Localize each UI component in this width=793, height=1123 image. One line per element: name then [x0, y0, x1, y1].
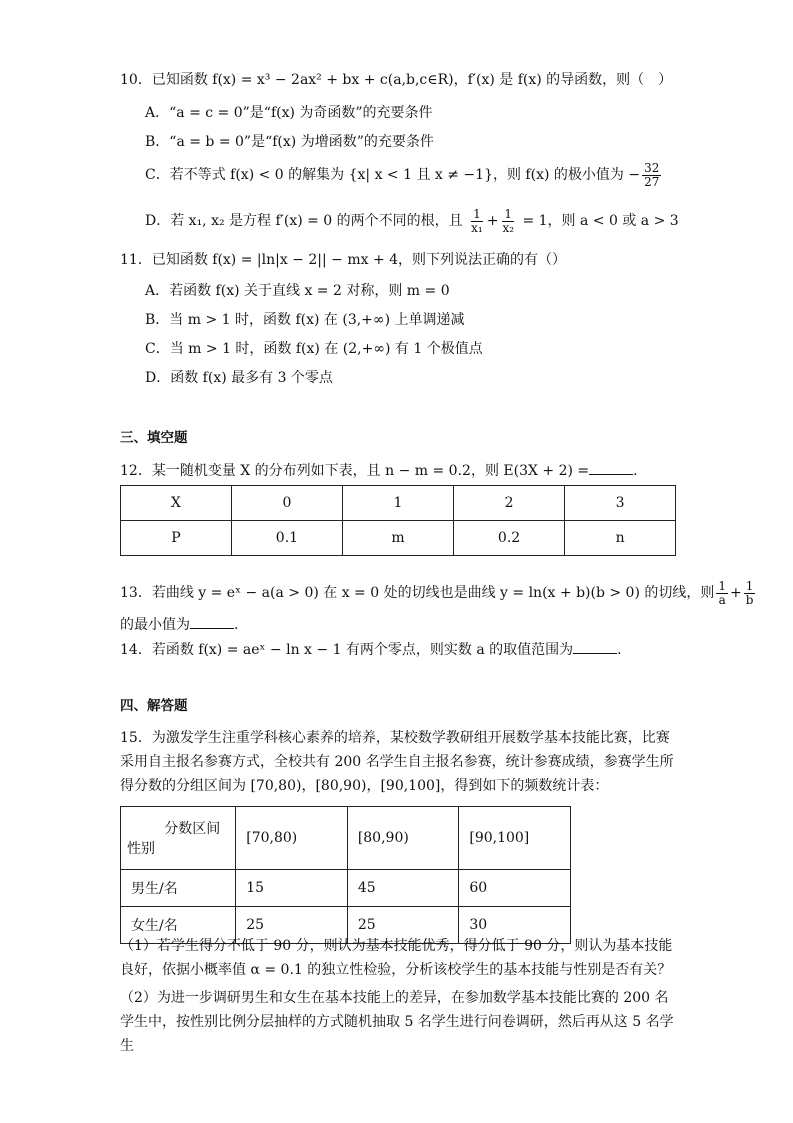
q13-stem — [120, 578, 757, 608]
answer-blank — [573, 639, 617, 654]
fraction-numerator: 1 — [473, 206, 481, 221]
q11-stem: 11．已知函数 f(x) = |ln|x − 2|| − mx + 4，则下列说法正确的有（） — [120, 252, 567, 268]
fraction-numerator: 32 — [644, 160, 660, 175]
q13-line2-text: 的最小值为 — [120, 617, 190, 633]
fraction-denominator: 27 — [644, 174, 660, 189]
table-row — [121, 486, 676, 521]
table-column-header: [70,80) — [236, 807, 348, 870]
q13-fraction-2 — [744, 580, 756, 607]
table-row — [121, 870, 571, 907]
q10-option-c-text: C．若不等式 f(x) < 0 的解集为 {x| x < 1 且 x ≠ −1}，则 f(x) 的极小值为 − — [145, 167, 641, 183]
plus-sign: + — [486, 213, 499, 229]
table-cell: 0.1 — [231, 521, 342, 556]
table-row — [121, 521, 676, 556]
table-cell: 3 — [565, 486, 676, 521]
answer-blank — [589, 460, 633, 475]
table-cell: 45 — [347, 870, 459, 907]
q15-frequency-table — [120, 806, 571, 944]
table-cell: 60 — [459, 870, 571, 907]
table-cell: 15 — [236, 870, 348, 907]
table-row-label: 女生/名 — [121, 907, 236, 944]
table-row-label: 男生/名 — [121, 870, 236, 907]
q10-option-b: B．“a = b = 0”是“f(x) 为增函数”的充要条件 — [145, 134, 434, 150]
q13-end: . — [234, 617, 239, 633]
table-cell: 2 — [453, 486, 564, 521]
table-cell: X — [121, 486, 232, 521]
q13-fraction-1 — [716, 580, 728, 607]
q10-option-a: A．“a = c = 0”是“f(x) 为奇函数”的充要条件 — [145, 105, 433, 121]
table-cell: n — [565, 521, 676, 556]
table-cell: 25 — [347, 907, 459, 944]
answer-blank — [190, 614, 234, 629]
table-cell: m — [343, 521, 454, 556]
table-header-corner — [121, 807, 236, 870]
q15-paragraph: 15．为激发学生注重学科核心素养的培养，某校数学教研组开展数学基本技能比赛，比赛采用自主报名参赛方式，全校共有 200 名学生自主报名参赛，统计参赛成绩，参赛学生所得分数的分组区间为 [70,80)，[80,90)，[90,100]，得到如下的频数统计表： — [120, 730, 674, 794]
q13-stem-text: 13．若曲线 y = eˣ − a(a > 0) 在 x = 0 处的切线也是曲线 y = ln(x + b)(b > 0) 的切线，则 — [120, 585, 715, 601]
q10-option-d-fraction-1 — [469, 208, 485, 235]
q10-option-d-text: D．若 x₁, x₂ 是方程 f′(x) = 0 的两个不同的根，且 — [145, 213, 463, 229]
q15-part2: （2）为进一步调研男生和女生在基本技能上的差异，在参加数学基本技能比赛的 200 名学生中，按性别比例分层抽样的方式随机抽取 5 名学生进行问卷调研，然后再从这 5 名学生 — [120, 990, 674, 1054]
q11-option-c: C．当 m > 1 时，函数 f(x) 在 (2,+∞) 有 1 个极值点 — [145, 341, 483, 357]
section-fill-in-blank-heading: 三、填空题 — [120, 430, 188, 446]
q12-end: . — [633, 463, 638, 479]
q14-end: . — [617, 642, 622, 658]
table-column-header: [80,90) — [347, 807, 459, 870]
plus-sign: + — [730, 585, 742, 601]
fraction-denominator: x₂ — [502, 220, 515, 235]
q11-option-d: D．函数 f(x) 最多有 3 个零点 — [145, 370, 333, 386]
q11-option-a: A．若函数 f(x) 关于直线 x = 2 对称，则 m = 0 — [145, 283, 450, 299]
q12-stem-text: 12．某一随机变量 X 的分布列如下表，且 n − m = 0.2，则 E(3X + 2) = — [120, 463, 590, 479]
q11-option-b: B．当 m > 1 时，函数 f(x) 在 (3,+∞) 上单调递减 — [145, 312, 465, 328]
fraction-denominator: a — [718, 592, 726, 607]
q15-part1: （1）若学生得分不低于 90 分，则认为基本技能优秀，得分低于 90 分，则认为基本技能良好，依据小概率值 α = 0.1 的独立性检验，分析该校学生的基本技能与性别是否有关？ — [120, 938, 673, 978]
q10-option-d-fraction-2 — [500, 208, 516, 235]
section-solution-heading: 四、解答题 — [120, 698, 188, 714]
table-column-header: [90,100] — [459, 807, 571, 870]
q12-distribution-table — [120, 485, 676, 556]
table-cell: 30 — [459, 907, 571, 944]
table-cell: 25 — [236, 907, 348, 944]
q12-stem — [120, 460, 638, 481]
fraction-denominator: b — [745, 592, 754, 607]
header-interval-label: 分数区间 — [164, 821, 221, 837]
q10-option-c-fraction — [642, 162, 661, 189]
header-gender-label: 性别 — [127, 841, 155, 857]
fraction-numerator: 1 — [718, 578, 727, 593]
q10-option-c — [145, 160, 663, 190]
q10-option-d-tail: = 1，则 a < 0 或 a > 3 — [522, 213, 679, 229]
fraction-numerator: 1 — [745, 578, 754, 593]
q13-line2 — [120, 614, 238, 635]
q14-stem — [120, 639, 622, 660]
table-row — [121, 807, 571, 870]
q14-stem-text: 14．若函数 f(x) = aeˣ − ln x − 1 有两个零点，则实数 a 的取值范围为 — [120, 642, 574, 658]
table-cell: 0 — [231, 486, 342, 521]
fraction-numerator: 1 — [504, 206, 513, 221]
table-cell: 0.2 — [453, 521, 564, 556]
table-cell: 1 — [343, 486, 454, 521]
fraction-denominator: x₁ — [471, 220, 483, 235]
q10-stem: 10．已知函数 f(x) = x³ − 2ax² + bx + c(a,b,c∈R)，f′(x) 是 f(x) 的导函数，则（ ） — [120, 72, 673, 88]
q10-option-d — [145, 206, 679, 236]
table-cell: P — [121, 521, 232, 556]
